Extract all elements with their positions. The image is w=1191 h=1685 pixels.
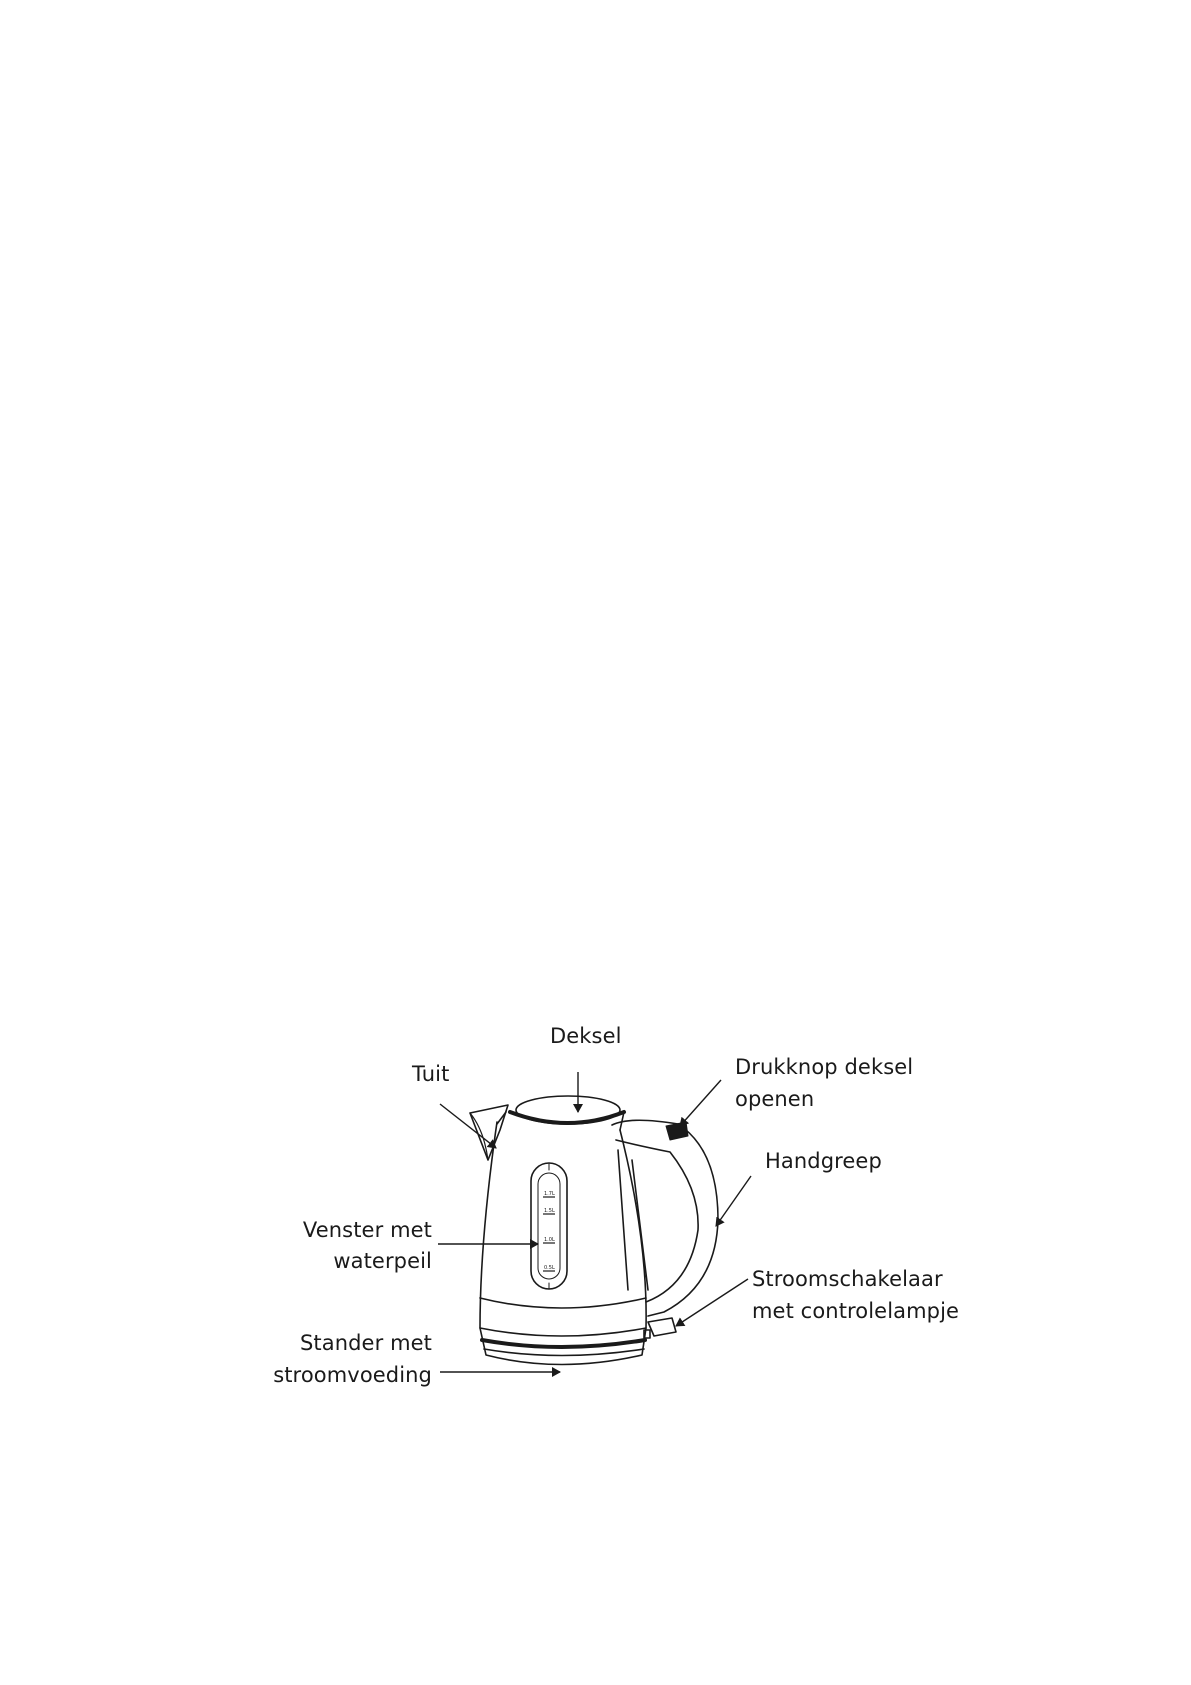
label-drukknop-line2: openen [735, 1087, 815, 1111]
callout-tuit [440, 1104, 496, 1148]
label-stander-line2: stroomvoeding [273, 1363, 432, 1387]
label-tuit: Tuit [412, 1062, 450, 1086]
scale-label: 1.7L [544, 1191, 555, 1197]
water-scale-marks [543, 1191, 555, 1271]
kettle-illustration [470, 1096, 718, 1365]
scale-label: 1.5L [544, 1208, 555, 1214]
label-venster-line2: waterpeil [333, 1249, 432, 1273]
label-stroomschakelaar-line1: Stroomschakelaar [752, 1267, 943, 1291]
label-deksel: Deksel [550, 1024, 622, 1048]
callout-drukknop [680, 1080, 721, 1126]
power-switch [648, 1318, 676, 1336]
callout-stroomschakelaar [676, 1279, 748, 1326]
label-drukknop-line1: Drukknop deksel [735, 1055, 914, 1079]
label-venster-line1: Venster met [302, 1218, 432, 1242]
scale-label: 0.5L [544, 1265, 555, 1271]
label-stander-line1: Stander met [299, 1331, 432, 1355]
scale-label: 1.0L [544, 1237, 555, 1243]
label-stroomschakelaar-line2: met controlelampje [752, 1299, 960, 1323]
lid-button [666, 1122, 688, 1140]
callout-handgreep [716, 1176, 751, 1226]
label-handgreep: Handgreep [765, 1149, 882, 1173]
